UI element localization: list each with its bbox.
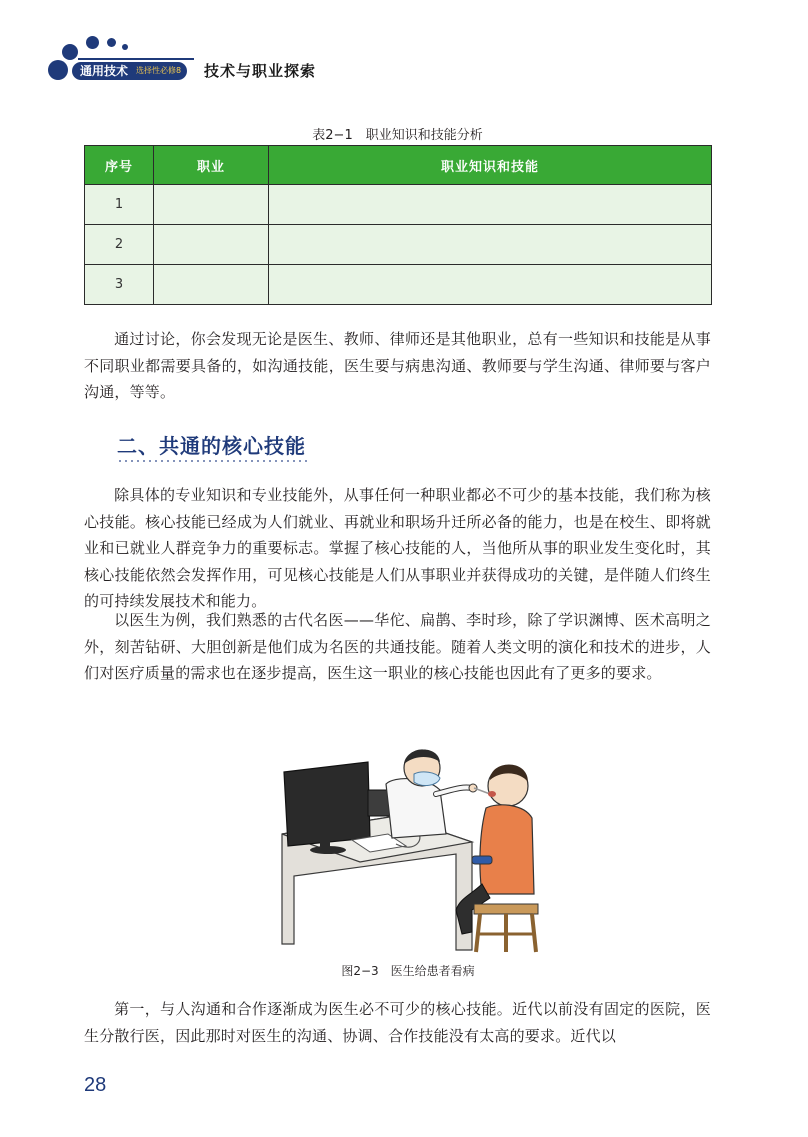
table-row: [85, 265, 712, 305]
table-header-occupation: 职业: [154, 146, 269, 185]
table-row: [85, 225, 712, 265]
paragraph-text: 通过讨论，你会发现无论是医生、教师、律师还是其他职业，总有一些知识和技能是从事不同职业都需要具备的，如沟通技能，医生要与病患沟通、教师要与学生沟通、律师要与客户沟通，等等。: [84, 330, 711, 401]
paragraph-text: 第一，与人沟通和合作逐渐成为医生必不可少的核心技能。近代以前没有固定的医院，医生分散行医，因此那时对医生的沟通、协调、合作技能没有太高的要求。近代以: [84, 1000, 711, 1045]
table-cell-occupation[interactable]: [154, 185, 269, 225]
paragraph-text: 以医生为例，我们熟悉的古代名医——华佗、扁鹊、李时珍，除了学识渊博、医术高明之外，刻苦钻研、大胆创新是他们成为名医的共通技能。随着人类文明的演化和技术的进步，人们对医疗质量的需求也在逐步提高，医生这一职业的核心技能也因此有了更多的要求。: [84, 611, 711, 682]
knowledge-skill-table: [84, 145, 712, 305]
table-cell-knowledge-skills[interactable]: [269, 225, 712, 265]
table-caption: 表2−1 职业知识和技能分析: [312, 128, 483, 143]
table-cell-knowledge-skills[interactable]: [269, 185, 712, 225]
book-title: 技术与职业探索: [204, 62, 317, 80]
table-cell-occupation[interactable]: [154, 265, 269, 305]
table-header-row: [85, 146, 712, 185]
paragraph-communication: [84, 996, 711, 1049]
table-cell-knowledge-skills[interactable]: [269, 265, 712, 305]
section-title: 二、共通的核心技能: [117, 434, 306, 458]
series-tag: [72, 62, 187, 80]
paragraph-core-skills: [84, 482, 711, 615]
table-cell-index: 2: [85, 225, 154, 265]
table-header-knowledge-skills: 职业知识和技能: [269, 146, 712, 185]
series-subtitle: 选择性必修8: [134, 62, 187, 80]
paragraph-text: 除具体的专业知识和专业技能外，从事任何一种职业都必不可少的基本技能，我们称为核心技能。核心技能已经成为人们就业、再就业和职场升迁所必备的能力，也是在校生、即将就业和已就业人群竞争力的重要标志。掌握了核心技能的人，当他所从事的职业发生变化时，其核心技能依然会发挥作用，可见核心技能是人们从事职业并获得成功的关键，是伴随人们终生的可持续发展技术和能力。: [84, 486, 711, 610]
table-cell-occupation[interactable]: [154, 225, 269, 265]
paragraph-discussion: [84, 326, 711, 406]
table-row: [85, 185, 712, 225]
header-rule: [78, 58, 194, 60]
doctor-patient-illustration: [276, 734, 540, 954]
paragraph-doctor-example: [84, 607, 711, 687]
table-cell-index: 1: [85, 185, 154, 225]
figure-caption: 图2−3 医生给患者看病: [341, 964, 475, 978]
series-name: 通用技术: [72, 62, 134, 80]
table-header-index: 序号: [85, 146, 154, 185]
page-number: 28: [84, 1074, 107, 1096]
section-underline: [117, 460, 309, 462]
table-cell-index: 3: [85, 265, 154, 305]
